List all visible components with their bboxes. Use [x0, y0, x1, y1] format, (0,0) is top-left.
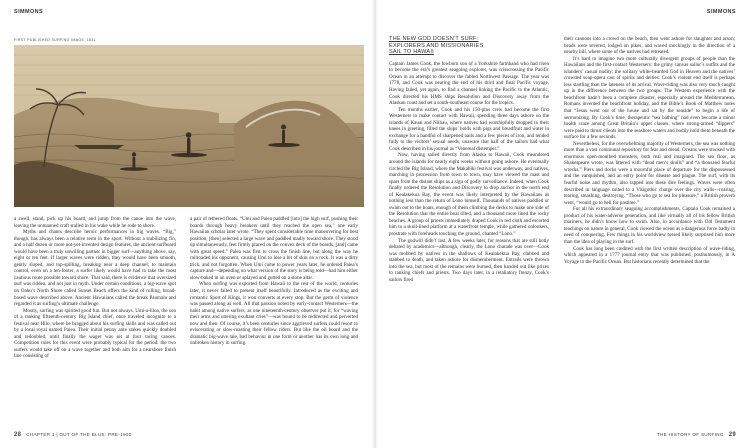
paragraph: Nevertheless, for the overwhelming majority of Westerners, the sea was nothing more than a vast communal repository for fear and dread. Oceans were stocked with enormous open-mouthed monsters, both real and imagined. The sea floor, as Shakespeare wrote, was littered with “dead men’s skulls” and “a thousand fearful wrecks.” Piers and docks were a mournful place of departure for the dispossessed and the vanquished, and an entry point for disease and plague. The surf, with its fearful noise and rhythm, also tapped into these dire feelings. Waves were often described in language suited to a Visigothic charge over the city walls—roaring, tearing, smashing, destroying. “Those who go to sea for pleasure,” a British proverb went, “would go to hell for pastime.”: [564, 140, 735, 206]
page-number-right: 29: [728, 432, 736, 438]
chapter-label: CHAPTER 1 | OUT OF THE BLUE: PRE-1900: [26, 432, 132, 437]
paragraph: For all his extraordinary seagoing accomplishments, Captain Cook remained a product of his water-adverse generation, and like virtually all of his fellow British mariners, he didn’t know how to swim. Also, in accordance with Old Testament teachings on nature in general, Cook viewed the ocean as a dangerous force badly in need of conquering. Few things in his worldview tossed likely surprised him more than the idea of playing in the surf.: [564, 206, 735, 245]
paragraph: Mostly, surfing was spirited good fun. But not always. Umi-a-liloa, the son of a ranking fifteenth-century Big Island chief, once traveled incognito to a festival near Hilo, where he bragged about his surfing skills and was called out by a local royal named Paiea. Their initial penny ante stakes quickly doubled and redoubled, until finally the wager was set at four racing canoes. Competition rules for this event were probably typical for the period: the two surfers would take off on a wave together and both aim for a nearshore finish line consisting of: [14, 307, 176, 360]
right-page: [375, 0, 750, 448]
text-column-4: [564, 36, 735, 265]
illustration-caption: FIRST PUBLISHED SURFING IMAGE, 1831: [14, 38, 96, 42]
section-heading-line: THE NEW GOD DOESN’T SURF:: [389, 36, 479, 42]
paragraph: Captain James Cook, the lowborn son of a Yorkshire farmhand who had risen to become the era’s greatest seagoing explorer, was crisscrossing the Pacific Ocean in an attempt to discover the fabled Northwest Passage. The year was 1778, and Cook was nearing the end of his third and final Pacific voyage. Having failed, yet again, to find a channel linking the Pacific to the Atlantic, Cook directed his HMS ships Resolution and Discovery away from the Alaskan coast and set a south-southeast course for the tropics.: [389, 60, 549, 107]
book-title-label: THE HISTORY OF SURFING: [656, 432, 724, 437]
folio-left: [14, 432, 132, 438]
text-column-1: [14, 216, 176, 360]
section-heading: [389, 36, 549, 56]
paragraph: The godwill didn’t last. A few weeks later, for reasons that are still hotly debated by academics—although, clearly, the Lono charade was over—Cook was mobbed by natives in the shallows of Kealakekua Bay, clubbed and stabbed to death, and taken ashore for dismemberment. Entrails were thrown into the sea, but most of the remains were burned, then handed out like prizes to ranking chiefs and priests. Two days later, in a retaliatory frenzy, Cook’s sailors fired: [389, 237, 549, 283]
page-number-left: 28: [14, 432, 22, 438]
folio-right: [657, 432, 736, 438]
paragraph: Now, having sailed directly from Alaska to Hawaii, Cook meandered around the islands for nearly eight weeks without going ashore. He eventually circled the Big Island, where the Makahiki festival was underway, and natives, marching in procession from town to town, may have viewed the mast and spars from the distant ships as a sign of godly surveillance. Indeed, when Cook finally ordered the Resolution and Discovery to drop anchor in the north end of Kealakekua Bay, the event was likely interpreted by the Hawaiians as nothing less than the return of Lono himself. Thousands of natives paddled or swam out to the boats, enough of them climbing the decks to make one side of the Resolution that the entire boat tilted, and a thousand more lined the rocky beaches. A group of priests immediately draped Cook in red cloth and escorted him to a skull-lined platform at a waterfront temple, while gathered onlookers, prostrate with foreheads touching the ground, chanted “Lono.”: [389, 152, 549, 237]
paragraph: Myths and chants describe heroic performances in big waves. “Big,” though, has always been a relative term in the sport. Without a stabilizing fin, and a half dozen or more not-yet-invented design features, the ancient surfboard would have been a truly unwilling partner in bigger surf—anything above, say, eight or ten feet. If larger waves were ridden, they would have been smooth, gently sloped, and top-spilling, breaking near a deep channel; to maintain control, even on a ten-footer, a surfer likely would have had to take the most cautious route possible toward shore. That said, there is evidence that oversized surf was ridden, and not just in myth. Under certain conditions, a big-wave spot on Oahu’s North Shore called Sunset Beach offers the kind of rolling, broad-based wave described above. Ancient Hawaiians called the break Paumalu and regarded it as surfing’s ultimate challenge.: [14, 229, 176, 308]
section-heading-line: SAIL TO HAWAII: [389, 49, 434, 56]
paragraph: Cook has long been credited with the first written description of wave-riding, which appeared in a 1777 journal entry that was published, posthumously, in A Voyage to the Pacific Ocean. But historians recently determined that the: [564, 245, 735, 265]
section-heading-line: EXPLORERS AND MISSIONARIES: [389, 42, 484, 49]
text-column-3: [389, 36, 549, 283]
running-head-left: SIMMONS: [14, 9, 44, 15]
book-gutter: [372, 0, 378, 448]
paragraph: Ten months earlier, Cook and his 150-plus crew had become the first Westerners to make contact with Hawaii, spending three days ashore on the islands of Kauai and Niihau, where natives had worshipfully dropped to their knees in greeting, filled the ships’ holds with pigs and breadfruit and water in exchange for a handful of sharpened nails and a few pieces of iron, and tended fully to the visitors’ sexual needs, unaware that half of the sailors had what Cook described in his journal as “Venereal distemper.”: [389, 106, 549, 152]
paragraph: When surfing was exported from Hawaii to the rest of the world, centuries later, it never failed to present itself beautifully. Introduced as the exciting and romantic Sport of Kings, it won converts at every stop. But the germ of violence was passed along as well. All that passion noted by early-contact Westerners—the habit among native surfers, as one nineteenth-century observer put it, for “waving their arms and uttering exultant cries”—was bound to be redirected and perverted now and then. Of course, it’s been centuries since aggrieved surfers could resort to eviscerating or slow-roasting their fellow riders. But like the oil board and the dramatic big-wave tale, bad behavior in one form or another has its own long and unbroken history in surfing.: [190, 281, 358, 347]
paragraph: their cannons into a crowd on the beach, then went ashore for slaughter and arson; heads were severed, lodged on pikes, and waved mockingly in the direction of a nearby hill, where some of the natives had retreated.: [564, 36, 735, 56]
running-head-right: SIMMONS: [706, 9, 736, 15]
paragraph: It’s hard to imagine two more culturally divergent groups of people than the Hawaiians and the first-contact Westerners: the grimy canvas sailor’s outfits and the islanders’ casual nudity; the solitary white-bearded God in Heaven and the natives’ crowded soap-opera cast of spirits and deities. Cook’s violent end itself is perhaps less startling than the lateness of its arrival. Wave-riding was also very much caught up in the difference between the two groups. The Western experience with the beachfront hadn’t been a complete disaster, especially around the Mediterranean. Romans invented the beachfront holiday, and the Bible’s Book of Matthew notes that “Jesus went out of the house and sat by the seaside” to begin a life of sermonizing. By Cook’s time, therapeutic “sea bathing” had even become a minor health craze among Great Britain’s upper classes, where strong-armed “dippers” were paid to thrust clients into the seashore waters and bodily hold them beneath the surface for a few seconds.: [564, 55, 735, 141]
paragraph: a swell, stand, pick up his board, and jump from the canoe into the wave, leaving the unmanned craft stalled in his wake while he rode to shore.: [14, 216, 176, 229]
paragraph: a pair of tethered floats. “Umi and Paiea paddled [into] the high surf, pushing their boards through heavy breakers until they reached the open sea,” one early Hawaiian scholar later wrote. “They spent considerable time maneuvering for best position, [then] selected a large wave and paddled madly toward shore. They stood up simultaneously, feet firmly placed on the convex deck of the boards, [and] came with great speed.” Paiea was first to cross the finish line, but along the way he railroaded his opponent, causing Umi to lose a bit of skin on a rock. It was a dirty trick, and not forgotten. When Umi came to power years later, he ordered Paiea’s capture and—depending on what version of the story is being told—had him either slow-baked in an oven or splayed and gutted on a stone altar.: [190, 216, 358, 281]
historical-surfing-illustration: [14, 45, 364, 207]
text-column-2: [190, 216, 358, 347]
